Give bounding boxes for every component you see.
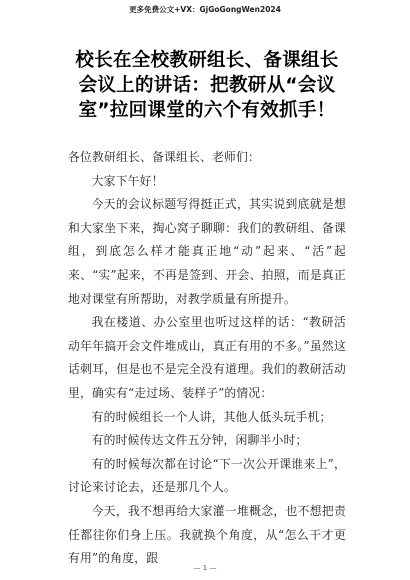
- page-number: — 1 —: [193, 564, 217, 572]
- paragraph-example-2: 有的时候传达文件五分钟，闲聊半小时；: [91, 433, 308, 448]
- document-title: 校长在全校教研组长、备课组长会议上的讲话：把教研从“会议室”拉回课堂的六个有效抓手！: [75, 50, 339, 121]
- paragraph-hallway: 我在楼道、办公室里也听过这样的话：“教研活动年年搞开会文件堆成山，真正有用的不多。”虽然这话刺耳，但是也不是完全没有道理。我们的教研活动里，确实有“走过场、装样子”的情况：: [68, 315, 346, 400]
- paragraph-greeting: 大家下午好！: [91, 173, 164, 188]
- paragraph-intro: 今天的会议标题写得挺正式，其实说到底就是想和大家坐下来，掏心窝子聊聊：我们的教研组、备课组，到底怎么样才能真正地“动”起来、“活”起来、“实”起来，不再是签到、开会、拍照，而是真正地对课堂有所帮助，对教学质量有所提升。: [68, 197, 346, 306]
- paragraph-example-1: 有的时候组长一个人讲，其他人低头玩手机；: [91, 409, 332, 424]
- salutation: 各位教研组长、备课组长、老师们：: [68, 150, 260, 164]
- document-body: [68, 146, 346, 571]
- paragraph-today: 今天，我不想再给大家灌一堆概念，也不想把责任都往你们身上压。我就换个角度，从“怎么干才更有用”的角度，跟: [68, 503, 346, 566]
- top-banner: 更多免费公文+VX：GjGoGongWen2024: [129, 5, 281, 14]
- paragraph-example-3: 有的时候每次都在讨论“下一次公开课谁来上”，讨论来讨论去，还是那几个人。: [68, 456, 346, 495]
